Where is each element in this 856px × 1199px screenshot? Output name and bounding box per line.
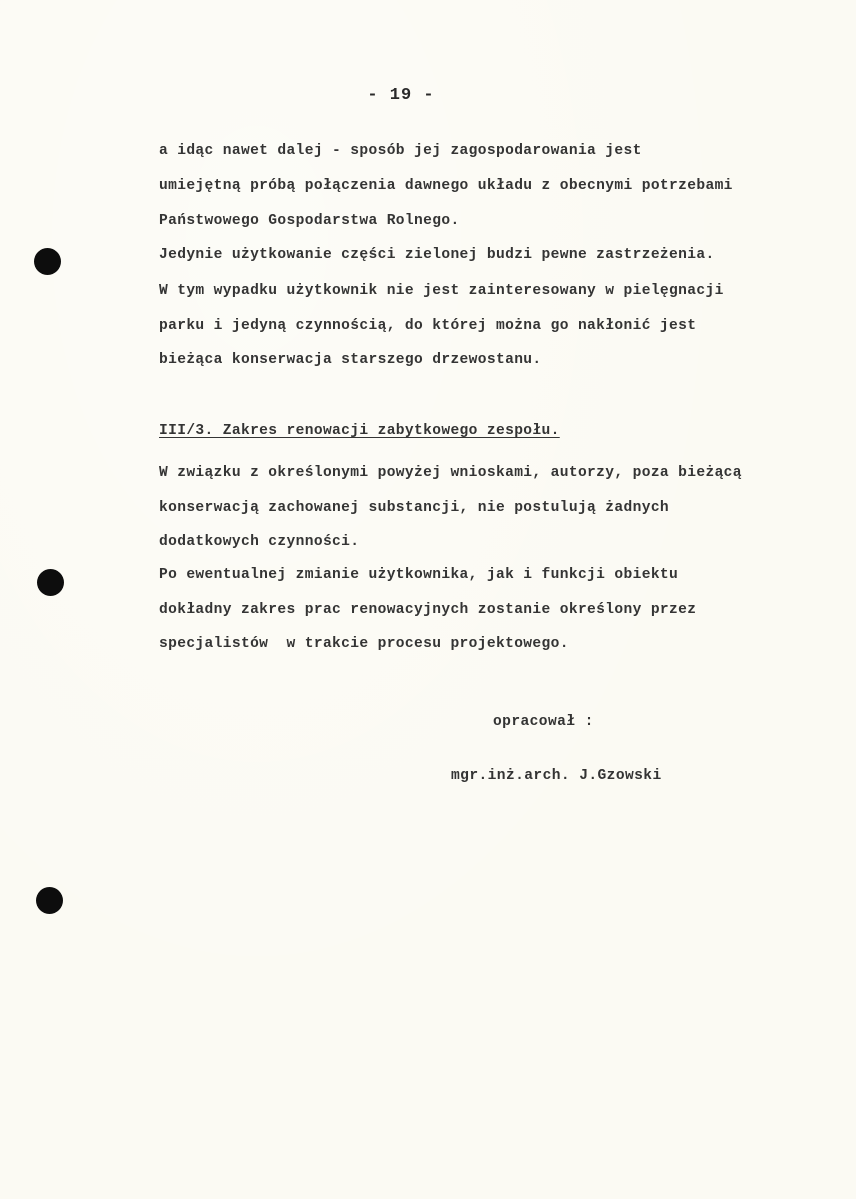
section-heading: III/3. Zakres renowacji zabytkowego zespołu. bbox=[159, 423, 560, 439]
paragraph-line: umiejętną próbą połączenia dawnego układu z obecnymi potrzebami bbox=[159, 178, 733, 194]
paragraph-line: dodatkowych czynności. bbox=[159, 534, 360, 550]
signature-label: opracował : bbox=[493, 714, 594, 730]
paragraph-line: a idąc nawet dalej - sposób jej zagospodarowania jest bbox=[159, 143, 642, 159]
paragraph-line: dokładny zakres prac renowacyjnych zostanie określony przez bbox=[159, 602, 697, 618]
paragraph-line: parku i jedyną czynnością, do której można go nakłonić jest bbox=[159, 318, 697, 334]
paragraph-line: specjalistów w trakcie procesu projektowego. bbox=[159, 636, 569, 652]
paragraph-line: bieżąca konserwacja starszego drzewostanu. bbox=[159, 352, 542, 368]
paragraph-line: Jedynie użytkowanie części zielonej budzi pewne zastrzeżenia. bbox=[159, 247, 715, 263]
punch-hole-middle bbox=[37, 569, 64, 596]
paragraph-line: W związku z określonymi powyżej wnioskami, autorzy, poza bieżącą bbox=[159, 465, 742, 481]
signature-name: mgr.inż.arch. J.Gzowski bbox=[451, 768, 662, 784]
paragraph-line: Państwowego Gospodarstwa Rolnego. bbox=[159, 213, 460, 229]
paragraph-line: konserwacją zachowanej substancji, nie postulują żadnych bbox=[159, 500, 670, 516]
punch-hole-top bbox=[34, 248, 61, 275]
punch-hole-bottom bbox=[36, 887, 63, 914]
paragraph-line: Po ewentualnej zmianie użytkownika, jak i funkcji obiektu bbox=[159, 567, 679, 583]
paragraph-line: W tym wypadku użytkownik nie jest zainteresowany w pielęgnacji bbox=[159, 283, 724, 299]
page-number: - 19 - bbox=[367, 86, 435, 105]
